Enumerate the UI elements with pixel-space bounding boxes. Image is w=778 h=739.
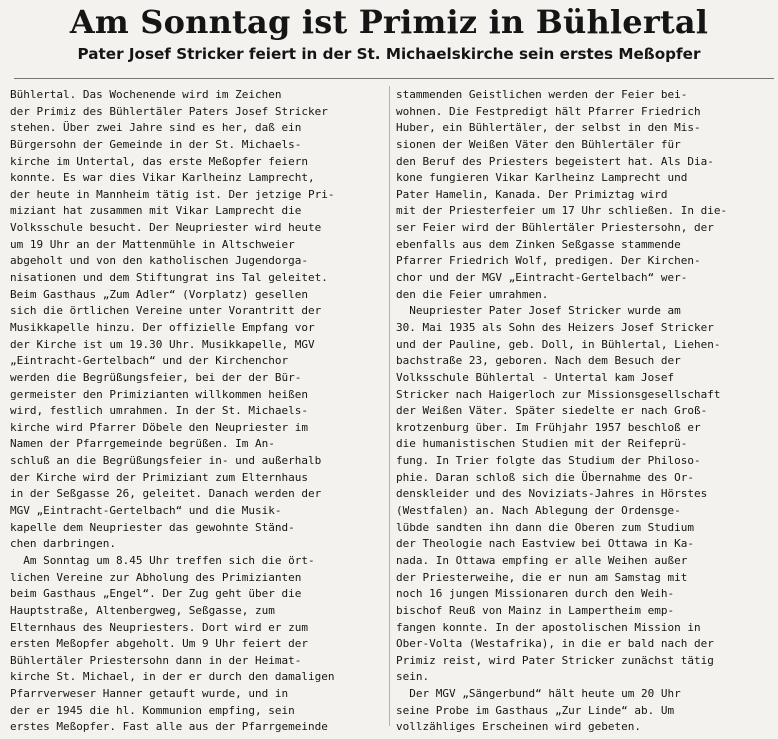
article-text-line: sionen der Weißen Väter den Bühlertäler für	[396, 137, 681, 151]
article-text-line: Pfarrer Friedrich Wolf, predigen. Der Kirchen-	[396, 254, 701, 268]
article-text-line: ebenfalls aus dem Zinken Seßgasse stammende	[396, 237, 681, 251]
article-text-line: und der Pauline, geb. Doll, in Bühlertal, Liehen-	[396, 337, 721, 351]
article-text-line: wird, festlich umrahmen. In der St. Michaels-	[10, 404, 309, 418]
article-text-line: sein.	[396, 670, 430, 684]
article-text-line: Pater Hamelin, Kanada. Der Primiztag wird	[396, 187, 668, 201]
article-text-line: kirche im Untertal, das erste Meßopfer feiern	[10, 154, 309, 168]
article-text-line: Elternhaus des Neupriesters. Dort wird er zum	[10, 620, 309, 634]
column-divider	[389, 86, 390, 726]
article-text-line: Ober-Volta (Westafrika), in die er bald nach der	[396, 637, 714, 651]
article-text-line: in der Seßgasse 26, geleitet. Danach werden der	[10, 487, 322, 501]
article-text-line: Pfarrverweser Hanner getauft wurde, und in	[10, 687, 289, 701]
article-text-line: stammenden Geistlichen werden der Feier bei-	[396, 88, 688, 101]
article-text-line: mit der Priesterfeier um 17 Uhr schließen. In die-	[396, 204, 728, 218]
article-text-line: der Primiz des Bühlertäler Paters Josef Stricker	[10, 104, 328, 118]
article-column-right	[396, 87, 774, 736]
article-text-line: konnte. Es war dies Vikar Karlheinz Lamprecht,	[10, 171, 315, 185]
article-text-line: der Weißen Väter. Später siedelte er nach Groß-	[396, 404, 708, 418]
article-text-line: den Beruf des Priesters begeistert hat. Als Dia-	[396, 154, 714, 168]
article-text-line: „Eintracht-Gertelbach“ und der Kirchenchor	[10, 354, 289, 368]
article-text-line: bachstraße 23, geboren. Nach dem Besuch der	[396, 354, 681, 368]
article-text-line: der Theologie nach Eastview bei Ottawa in Ka-	[396, 537, 695, 551]
article-column-left	[10, 87, 386, 736]
article-text-line: 30. Mai 1935 als Sohn des Heizers Josef Stricker	[396, 320, 714, 334]
headline-divider	[14, 78, 774, 79]
article-text-line: nisationen und dem Stiftungrat ins Tal geleitet.	[10, 271, 328, 285]
article-text-line: (Westfalen) an. Nach Ablegung der Ordensge-	[396, 504, 681, 518]
article-text-line: den die Feier umrahmen.	[396, 287, 549, 301]
article-text-line: kapelle dem Neupriester das gewohnte Ständ-	[10, 520, 295, 534]
article-text-line: fung. In Trier folgte das Studium der Philoso-	[396, 454, 701, 468]
article-text-line: germeister den Primizianten willkommen heißen	[10, 387, 309, 401]
article-text-line: lichen Vereine zur Abholung des Primizianten	[10, 570, 302, 584]
article-text-line: beim Gasthaus „Engel“. Der Zug geht über die	[10, 587, 302, 601]
article-text-line: kirche St. Michael, in der er durch den damaligen	[10, 670, 335, 684]
article-text-line: noch 16 jungen Missionaren durch den Weih-	[396, 587, 675, 601]
article-text-line: Hauptstraße, Altenbergweg, Seßgasse, zum	[10, 603, 275, 617]
article-text-line: der Priesterweihe, die er nun am Samstag mit	[396, 570, 688, 584]
article-text-line: Namen der Pfarrgemeinde begrüßen. Im An-	[10, 437, 275, 451]
article-text-line: der heute in Mannheim tätig ist. Der jetzige Pri-	[10, 187, 335, 201]
article-text-line: die humanistischen Studien mit der Reifeprü-	[396, 437, 688, 451]
article-text-line: um 19 Uhr an der Mattenmühle in Altschweier	[10, 237, 295, 251]
article-text-line: Am Sonntag um 8.45 Uhr treffen sich die ört-	[10, 553, 315, 567]
article-text-line: Bühlertäler Priestersohn dann in der Heimat-	[10, 653, 302, 667]
article-text-line: denskleider und des Noviziats-Jahres in Hörstes	[396, 487, 708, 501]
article-text-line: MGV „Eintracht-Gertelbach“ und die Musik-	[10, 504, 282, 518]
article-text-line: lübde sandten ihn dann die Oberen zum Studium	[396, 520, 695, 534]
article-text-line: chen darbringen.	[10, 537, 116, 551]
article-text-line: kirche wird Pfarrer Döbele den Neupriester im	[10, 420, 309, 434]
article-text-line: ersten Meßopfer abgeholt. Um 9 Uhr feiert der	[10, 637, 309, 651]
article-text-line: Huber, ein Bühlertäler, der selbst in den Mis-	[396, 121, 701, 135]
article-text-line: krotzenburg über. Im Frühjahr 1957 beschloß er	[396, 420, 701, 434]
article-text-line: stehen. Über zwei Jahre sind es her, daß ein	[10, 121, 302, 135]
article-text-line: Bühlertal. Das Wochenende wird im Zeichen	[10, 88, 282, 101]
article-text-line: Volksschule Bühlertal - Untertal kam Josef	[396, 370, 675, 384]
article-text-line: sich die örtlichen Vereine unter Vorantritt der	[10, 304, 322, 318]
article-text-line: erstes Meßopfer. Fast alle aus der Pfarrgemeinde	[10, 720, 328, 734]
article-text-line: wohnen. Die Festpredigt hält Pfarrer Friedrich	[396, 104, 701, 118]
subheadline: Pater Josef Stricker feiert in der St. Michaelskirche sein erstes Meßopfer	[77, 45, 701, 63]
article-text-line: Volksschule besucht. Der Neupriester wird heute	[10, 221, 322, 235]
article-text-line: bischof Reuß von Mainz in Lampertheim emp-	[396, 603, 675, 617]
article-text-line: Der MGV „Sängerbund“ hält heute um 20 Uhr	[396, 687, 681, 701]
article-text-line: Beim Gasthaus „Zum Adler“ (Vorplatz) gesellen	[10, 287, 309, 301]
article-text-line: der Kirche wird der Primiziant zum Elternhaus	[10, 470, 309, 484]
article-text-line: vollzähliges Erscheinen wird gebeten.	[396, 720, 642, 734]
article-text-line: abgeholt und von den katholischen Jugendorga-	[10, 254, 309, 268]
article-text-line: nada. In Ottawa empfing er alle Weihen außer	[396, 553, 688, 567]
article-text-line: Primiz reist, wird Pater Stricker zunächst tätig	[396, 653, 714, 667]
article-text-line: ser Feier wird der Bühlertäler Priestersohn, der	[396, 221, 714, 235]
article-text-line: Stricker nach Haigerloch zur Missionsgesellschaft	[396, 387, 721, 401]
article-text-line: fangen konnte. In der apostolischen Mission in	[396, 620, 701, 634]
article-text-line: seine Probe im Gasthaus „Zur Linde“ ab. Um	[396, 703, 675, 717]
article-text-line: Bürgersohn der Gemeinde in der St. Michaels-	[10, 137, 302, 151]
article-text-line: Neupriester Pater Josef Stricker wurde am	[396, 304, 681, 318]
article-text-line: der er 1945 die hl. Kommunion empfing, sein	[10, 703, 295, 717]
article-text-line: kone fungieren Vikar Karlheinz Lamprecht und	[396, 171, 688, 185]
article-text-line: phie. Daran schloß sich die Übernahme des Or-	[396, 470, 695, 484]
article-text-line: chor und der MGV „Eintracht-Gertelbach“ wer-	[396, 271, 688, 285]
article-text-line: schluß an die Begrüßungsfeier in- und außerhalb	[10, 454, 322, 468]
article-text-line: werden die Begrüßungsfeier, bei der der Bür-	[10, 370, 302, 384]
article-text-line: miziant hat zusammen mit Vikar Lamprecht die	[10, 204, 302, 218]
article-text-line: der Kirche ist um 19.30 Uhr. Musikkapelle, MGV	[10, 337, 315, 351]
headline: Am Sonntag ist Primiz in Bühlertal	[69, 3, 709, 41]
article-text-line: Musikkapelle hinzu. Der offizielle Empfang vor	[10, 320, 315, 334]
